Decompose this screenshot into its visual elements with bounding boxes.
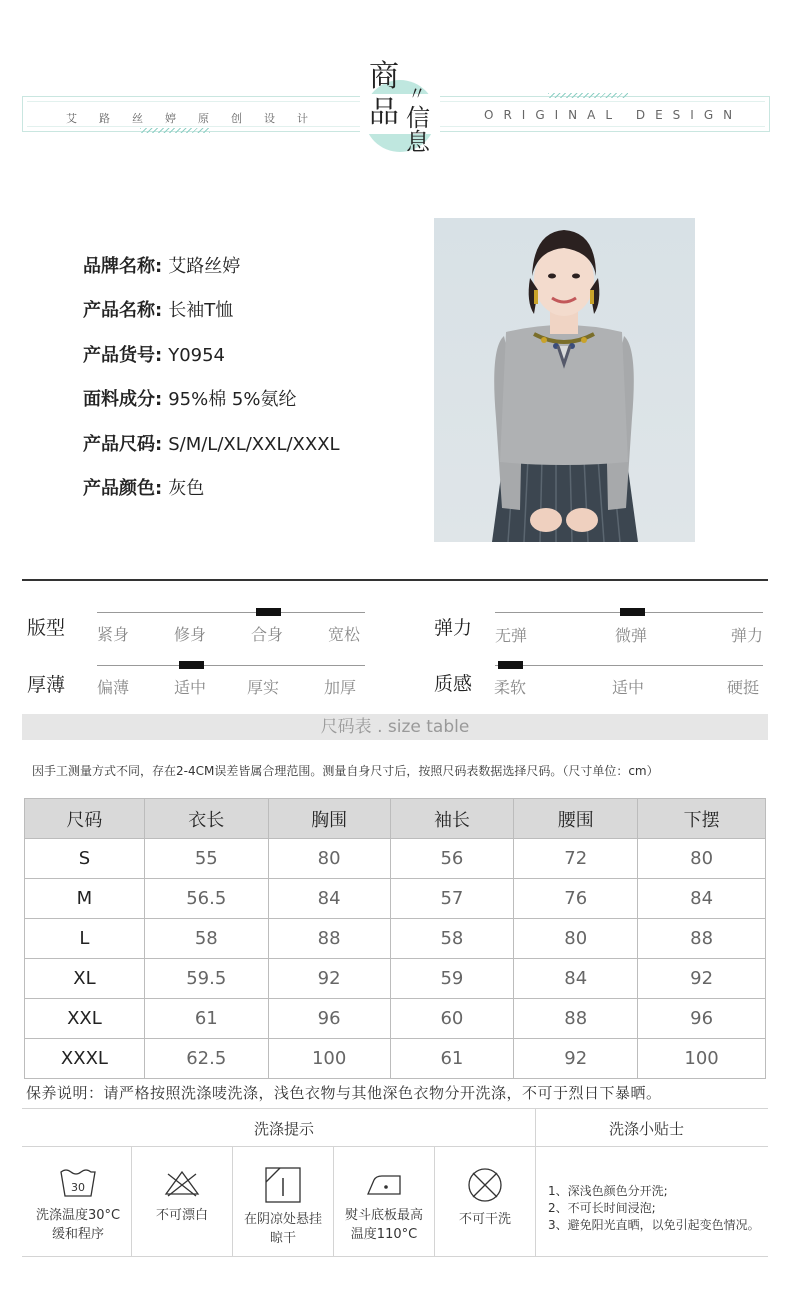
title-quote-mark: 〃 [408, 84, 426, 105]
table-cell: 100 [268, 1039, 390, 1079]
table-header: 衣长 [144, 799, 268, 839]
table-cell: 96 [638, 999, 766, 1039]
table-cell: 62.5 [144, 1039, 268, 1079]
wash-caption: 不可漂白 [155, 1208, 208, 1223]
product-photo [434, 218, 695, 542]
fit-option: 紧身 [97, 625, 130, 644]
info-label: 产品尺码: [83, 434, 163, 455]
no-bleach-icon [162, 1166, 202, 1200]
info-value: S/M/L/XL/XXL/XXXL [168, 434, 340, 455]
elasticity-option: 微弹 [615, 626, 648, 645]
title-char-3: 信 [406, 104, 430, 132]
title-char-4: 息 [406, 128, 430, 156]
table-cell: 57 [390, 879, 514, 919]
wash-caption: 熨斗底板最高 [344, 1208, 423, 1223]
table-header: 胸围 [268, 799, 390, 839]
table-cell: 60 [390, 999, 514, 1039]
fit-option: 合身 [251, 625, 284, 644]
info-value: Y0954 [168, 345, 226, 366]
thickness-option: 适中 [174, 678, 207, 697]
table-cell-size: S [25, 839, 145, 879]
title-char-2: 品 [369, 95, 399, 130]
table-cell: 59.5 [144, 959, 268, 999]
texture-option: 适中 [612, 678, 645, 697]
table-cell: 61 [144, 999, 268, 1039]
fit-label: 版型 [27, 617, 66, 639]
info-row-sizes [83, 430, 340, 456]
info-label: 产品颜色: [83, 478, 163, 499]
table-cell: 55 [144, 839, 268, 879]
table-cell: 88 [268, 919, 390, 959]
size-table [24, 798, 766, 1079]
info-label: 品牌名称: [83, 256, 163, 277]
banner-hatch-right [548, 93, 628, 98]
info-row-name [83, 296, 233, 322]
info-value: 长袖T恤 [168, 300, 234, 321]
table-row [25, 919, 766, 959]
wash-caption: 温度110°C [350, 1227, 418, 1242]
elasticity-option: 弹力 [731, 626, 764, 645]
line-dry-shade-icon [263, 1166, 303, 1204]
table-cell: 92 [514, 1039, 638, 1079]
table-cell: 56 [390, 839, 514, 879]
texture-option: 硬挺 [727, 678, 760, 697]
title-char-1: 商 [369, 59, 399, 94]
table-cell-size: M [25, 879, 145, 919]
elasticity-option: 无弹 [495, 626, 528, 645]
info-row-fabric [83, 385, 297, 411]
size-table-title: 尺码表 . size table [22, 714, 768, 740]
info-label: 产品名称: [83, 300, 163, 321]
table-row [25, 879, 766, 919]
table-cell: 100 [638, 1039, 766, 1079]
wash-tip: 3、避免阳光直晒，以免引起变色情况。 [548, 1218, 760, 1232]
table-cell: 84 [268, 879, 390, 919]
table-header: 袖长 [390, 799, 514, 839]
table-cell: 96 [268, 999, 390, 1039]
table-cell: 84 [638, 879, 766, 919]
elasticity-label: 弹力 [434, 617, 473, 639]
thickness-option: 偏薄 [97, 678, 130, 697]
table-row [25, 839, 766, 879]
table-cell: 80 [514, 919, 638, 959]
table-cell-size: XXXL [25, 1039, 145, 1079]
texture-scale-line [495, 665, 763, 666]
wash-tips-heading: 洗涤提示 [254, 1120, 315, 1138]
info-value: 灰色 [168, 478, 205, 499]
info-row-brand [83, 252, 240, 278]
texture-label: 质感 [434, 673, 473, 695]
section-divider [22, 579, 768, 581]
wash-temperature-label: 30 [71, 1181, 85, 1194]
table-row [25, 1039, 766, 1079]
wash-tips-list [548, 1183, 760, 1234]
wash-item [435, 1166, 535, 1229]
thickness-scale-line [97, 665, 365, 666]
thickness-option: 厚实 [247, 678, 280, 697]
wash-caption: 晾干 [269, 1231, 296, 1246]
elasticity-scale-marker [620, 608, 645, 616]
care-instructions: 保养说明：请严格按照洗涤唛洗涤，浅色衣物与其他深色衣物分开洗涤，不可于烈日下暴晒。 [26, 1084, 662, 1102]
banner-hatch-left [140, 128, 210, 133]
table-row [25, 999, 766, 1039]
wash-item [28, 1166, 128, 1244]
table-cell: 76 [514, 879, 638, 919]
wash-30-icon [58, 1166, 98, 1200]
fit-scale-marker [256, 608, 281, 616]
table-cell-size: L [25, 919, 145, 959]
table-cell: 84 [514, 959, 638, 999]
info-label: 面料成分: [83, 389, 163, 410]
wash-item [132, 1166, 232, 1225]
info-row-sku [83, 341, 225, 367]
wash-border-bottom [22, 1256, 768, 1257]
iron-icon [364, 1166, 404, 1200]
table-row [25, 959, 766, 999]
thickness-option: 加厚 [324, 678, 357, 697]
wash-hints-heading: 洗涤小贴士 [609, 1120, 685, 1138]
table-cell: 80 [268, 839, 390, 879]
wash-tip: 1、深浅色颜色分开洗; [548, 1184, 668, 1198]
texture-option: 柔软 [494, 678, 527, 697]
wash-border-top [22, 1108, 768, 1109]
table-cell: 59 [390, 959, 514, 999]
table-cell: 80 [638, 839, 766, 879]
table-header: 下摆 [638, 799, 766, 839]
wash-caption: 在阴凉处悬挂 [243, 1212, 322, 1227]
no-dry-clean-icon [465, 1166, 505, 1204]
table-header: 尺码 [25, 799, 145, 839]
info-row-color [83, 474, 204, 500]
table-cell: 56.5 [144, 879, 268, 919]
fit-option: 修身 [174, 625, 207, 644]
wash-border-mid [22, 1146, 768, 1147]
fit-option: 宽松 [328, 625, 361, 644]
banner-right-text: ORIGINAL DESIGN [484, 108, 743, 122]
wash-caption: 缓和程序 [51, 1227, 104, 1242]
info-value: 艾路丝婷 [168, 256, 241, 277]
info-label: 产品货号: [83, 345, 163, 366]
table-cell-size: XXL [25, 999, 145, 1039]
table-cell: 72 [514, 839, 638, 879]
table-cell: 88 [514, 999, 638, 1039]
info-value: 95%棉 5%氨纶 [168, 389, 297, 410]
table-cell: 88 [638, 919, 766, 959]
model-illustration [434, 218, 695, 542]
table-cell: 58 [144, 919, 268, 959]
table-cell: 58 [390, 919, 514, 959]
wash-caption: 不可干洗 [458, 1212, 511, 1227]
wash-item [334, 1166, 434, 1244]
thickness-scale-marker [179, 661, 204, 669]
wash-item [233, 1166, 333, 1248]
table-cell: 61 [390, 1039, 514, 1079]
table-header-row [25, 799, 766, 839]
wash-caption: 洗涤温度30°C [35, 1208, 121, 1223]
table-cell: 92 [638, 959, 766, 999]
size-table-note: 因手工测量方式不同，存在2-4CM误差皆属合理范围。测量自身尺寸后，按照尺码表数据选择尺码。（尺寸单位：cm） [32, 764, 659, 778]
texture-scale-marker [498, 661, 523, 669]
table-cell-size: XL [25, 959, 145, 999]
table-cell: 92 [268, 959, 390, 999]
table-header: 腰围 [514, 799, 638, 839]
wash-divider-main [535, 1108, 536, 1256]
thickness-label: 厚薄 [27, 674, 66, 696]
banner-left-text: 艾路丝婷原创设计 [66, 112, 330, 125]
fit-scale-line [97, 612, 365, 613]
wash-tip: 2、不可长时间浸泡; [548, 1201, 656, 1215]
